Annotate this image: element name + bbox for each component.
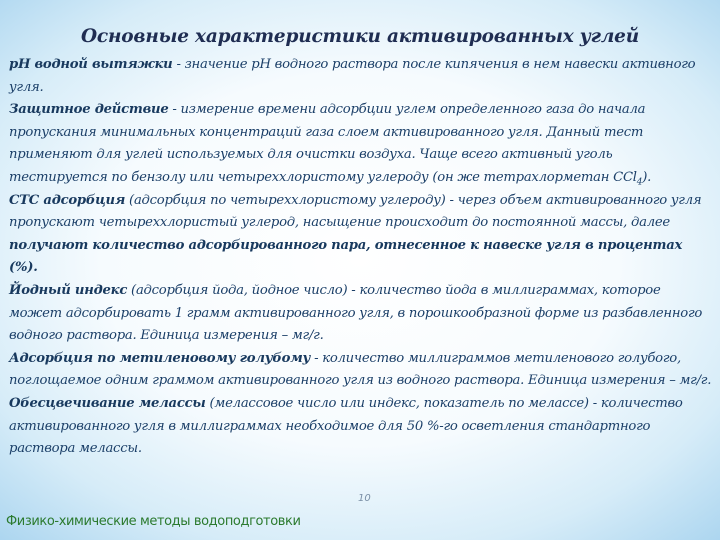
list-item-iodine-index <box>9 280 713 348</box>
term-iodine-index: Йодный индекс <box>9 282 128 298</box>
subscript-4: 4 <box>636 177 643 188</box>
term-ph: рН водной вытяжки <box>9 57 173 72</box>
desc-protective-action-end: ). <box>642 169 652 185</box>
term-protective-action: Защитное действие <box>9 102 169 118</box>
desc-ctc-adsorption-bold: получают количество адсорбированного пара, отнесенное к навеске угля в процентах (%). <box>9 237 683 276</box>
list-item-molasses <box>9 393 713 461</box>
desc-iodine-index: (адсорбция йода, йодное число) - количество йода в миллиграммах, которое может адсорбировать 1 грамм активированного угля, в порошкообразной форме из разбавленного водного раствора. Единица измерения – мг/г. <box>9 282 703 344</box>
desc-protective-action: - измерение времени адсорбции углем определенного газа до начала пропускания минимальных концентраций газа слоем активированного угля. Данный тест применяют для углей используемых для очистки воздуха. Чаще всего активный уголь тестируется по бензолу или четыреххлористому углероду (он же тетрахлорметан CCl <box>9 102 646 185</box>
desc-ph: - значение рН водного раствора после кипячения в нем навески активного угля. <box>9 57 696 95</box>
desc-ctc-adsorption: (адсорбция по четыреххлористому углероду) - через объем активированного угля пропускают четыреххлористый углерод, насыщение происходит до постоянной массы, далее <box>9 192 702 231</box>
page-number: 10 <box>358 493 371 504</box>
desc-methylene-blue: - количество миллиграммов метиленового голубого, поглощаемое одним граммом активированного угля из водного раствора. Единица измерения – мг/г. <box>9 350 712 389</box>
list-item-ctc-adsorption <box>9 190 713 280</box>
list-item-protective-action <box>9 99 713 189</box>
slide-title: Основные характеристики активированных углей <box>80 26 639 47</box>
footer-text: Физико-химические методы водоподготовки <box>6 514 301 529</box>
list-item-ph <box>9 54 713 99</box>
term-ctc-adsorption: СТС адсорбция <box>9 192 126 208</box>
characteristics-list <box>9 54 713 461</box>
list-item-methylene-blue <box>9 348 713 393</box>
term-methylene-blue: Адсорбция по метиленовому голубому <box>9 350 311 366</box>
term-molasses: Обесцвечивание мелассы <box>9 395 206 411</box>
desc-molasses: (мелассовое число или индекс, показатель по мелассе) - количество активированного угля в миллиграммах необходимое для 50 %-го осветления стандартного раствора мелассы. <box>9 395 683 457</box>
